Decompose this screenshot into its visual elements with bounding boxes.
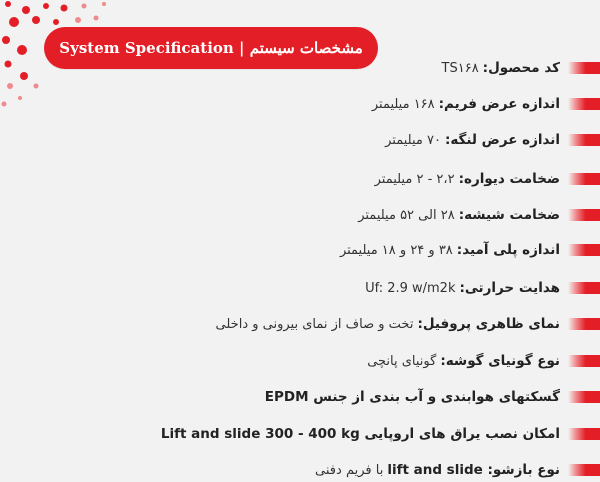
spec-value: گونیای پانچی <box>367 353 437 369</box>
spec-row-glass-thickness <box>358 203 600 227</box>
spec-row-gaskets <box>261 385 600 409</box>
bullet-marker-icon <box>568 173 600 185</box>
bullet-marker-icon <box>568 244 600 256</box>
spec-value: ۱۶۸ میلیمتر <box>371 96 435 112</box>
spec-label: اندازه پلی آمید: <box>456 242 560 258</box>
bullet-marker-icon <box>568 464 600 476</box>
spec-label: نوع بازشو: lift and slide <box>387 462 560 478</box>
spec-label: هدایت حرارتی: <box>459 280 560 296</box>
bullet-marker-icon <box>568 428 600 440</box>
bullet-marker-icon <box>568 62 600 74</box>
spec-value: با فریم دفنی <box>315 462 384 478</box>
spec-value: ۲۸ الی ۵۲ میلیمتر <box>358 207 455 223</box>
spec-row-profile-appearance <box>216 312 600 336</box>
bullet-marker-icon <box>568 318 600 330</box>
spec-value: ۳۸ و ۲۴ و ۱۸ میلیمتر <box>339 242 453 258</box>
spec-label: ضخامت دیواره: <box>458 171 560 187</box>
spec-label: کد محصول: <box>482 60 560 76</box>
bullet-marker-icon <box>568 209 600 221</box>
spec-value: TS۱۶۸ <box>441 60 479 76</box>
bullet-marker-icon <box>568 355 600 367</box>
spec-row-product-code <box>442 56 600 80</box>
spec-label: نوع گونیای گوشه: <box>440 353 560 369</box>
spec-row-thermal-conductivity <box>365 276 600 300</box>
spec-label: امکان نصب یراق های اروپایی Lift and slide 300 - 400 kg <box>160 426 560 442</box>
spec-label: نمای ظاهری پروفیل: <box>417 316 560 332</box>
bullet-marker-icon <box>568 282 600 294</box>
spec-value <box>365 281 455 296</box>
spec-label: ضخامت شیشه: <box>458 207 560 223</box>
spec-value: تخت و صاف از نمای بیرونی و داخلی <box>215 316 414 332</box>
spec-row-frame-width <box>372 92 600 116</box>
spec-row-sash-width <box>385 128 600 152</box>
spec-row-wall-thickness <box>375 167 600 191</box>
bullet-marker-icon <box>568 98 600 110</box>
spec-label: گسکتهای هوابندی و آب بندی از جنس EPDM <box>264 389 560 405</box>
spec-label: اندازه عرض لنگه: <box>444 132 560 148</box>
spec-row-opening-type <box>315 458 600 482</box>
spec-label: اندازه عرض فریم: <box>438 96 560 112</box>
bullet-marker-icon <box>568 134 600 146</box>
spec-row-polyamide-size <box>340 238 600 262</box>
bullet-marker-icon <box>568 391 600 403</box>
spec-value-text: Uf: 2.9 w/m2k <box>365 280 456 296</box>
spec-value: ۷۰ میلیمتر <box>385 132 441 148</box>
spec-row-corner-type <box>367 349 600 373</box>
spec-row-hardware <box>157 422 600 446</box>
section-title: مشخصات سیستم | System Specification <box>59 39 363 57</box>
spec-value: ۲،۲ - ۲ میلیمتر <box>374 171 455 187</box>
